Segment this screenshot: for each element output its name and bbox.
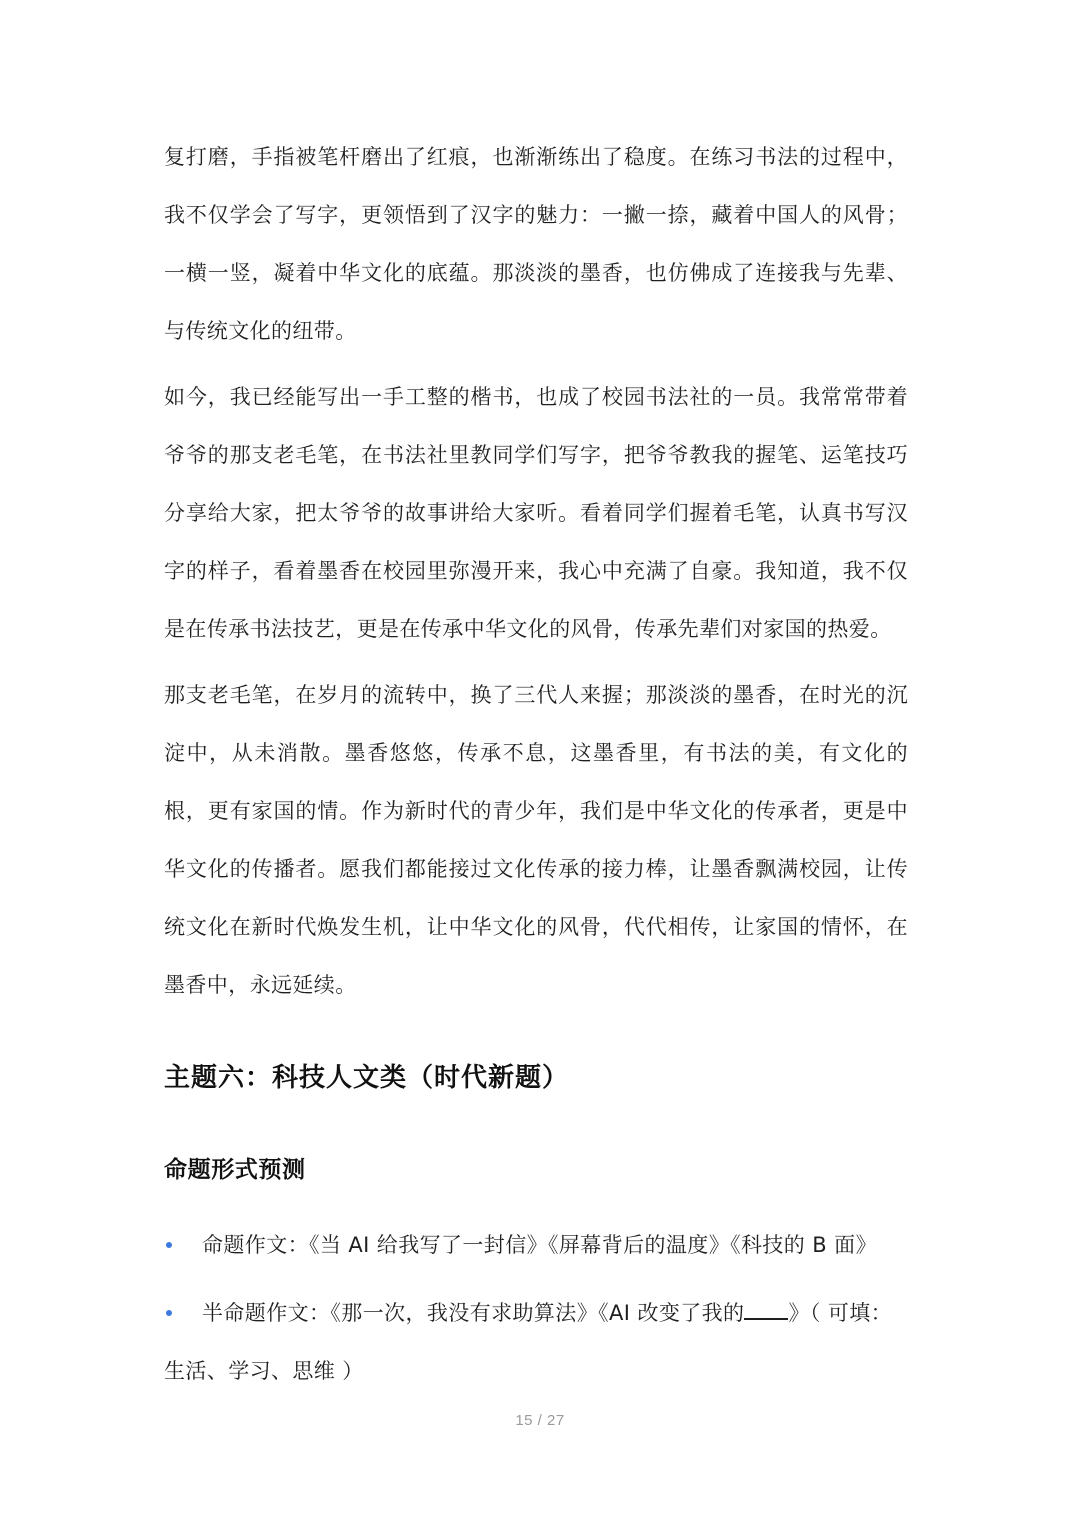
- page-content: [164, 128, 908, 1410]
- bullet-item-1-text: 命题作文：《当 AI 给我写了一封信》《屏幕背后的温度》《科技的 B 面》: [202, 1233, 877, 1257]
- bullet-item-1: [164, 1216, 908, 1274]
- paragraph-2: 如今，我已经能写出一手工整的楷书，也成了校园书法社的一员。我常常带着爷爷的那支老毛笔，在书法社里教同学们写字，把爷爷教我的握笔、运笔技巧分享给大家，把太爷爷的故事讲给大家听。看着同学们握着毛笔，认真书写汉字的样子，看着墨香在校园里弥漫开来，我心中充满了自豪。我知道，我不仅是在传承书法技艺，更是在传承中华文化的风骨，传承先辈们对家国的热爱。: [164, 385, 908, 641]
- subsection-title: 命题形式预测: [164, 1157, 306, 1183]
- bullet-item-2-text-after: 》（ 可填：生活、学习、思维 ）: [164, 1301, 893, 1383]
- page-number: 15 / 27: [515, 1412, 565, 1429]
- bullet-item-2-text: 半命题作文：《那一次，我没有求助算法》《AI 改变了我的: [202, 1301, 745, 1325]
- paragraph-1: 复打磨，手指被笔杆磨出了红痕，也渐渐练出了稳度。在练习书法的过程中，我不仅学会了写字，更领悟到了汉字的魅力：一撇一捺，藏着中国人的风骨；一横一竖，凝着中华文化的底蕴。那淡淡的墨香，也仿佛成了连接我与先辈、与传统文化的纽带。: [164, 145, 908, 343]
- fill-in-blank: [744, 1296, 788, 1320]
- paragraph-3: 那支老毛笔，在岁月的流转中，换了三代人来握；那淡淡的墨香，在时光的沉淀中，从未消散。墨香悠悠，传承不息，这墨香里，有书法的美，有文化的根，更有家国的情。作为新时代的青少年，我们是中华文化的传承者，更是中华文化的传播者。愿我们都能接过文化传承的接力棒，让墨香飘满校园，让传统文化在新时代焕发生机，让中华文化的风骨，代代相传，让家国的情怀，在墨香中，永远延续。: [164, 683, 908, 997]
- bullet-list: [164, 1216, 908, 1400]
- bullet-item-2: [164, 1284, 908, 1400]
- bullet-dot-icon: [166, 1242, 172, 1248]
- bullet-dot-icon: [166, 1310, 172, 1316]
- section-title: 主题六：科技人文类（时代新题）: [164, 1063, 570, 1093]
